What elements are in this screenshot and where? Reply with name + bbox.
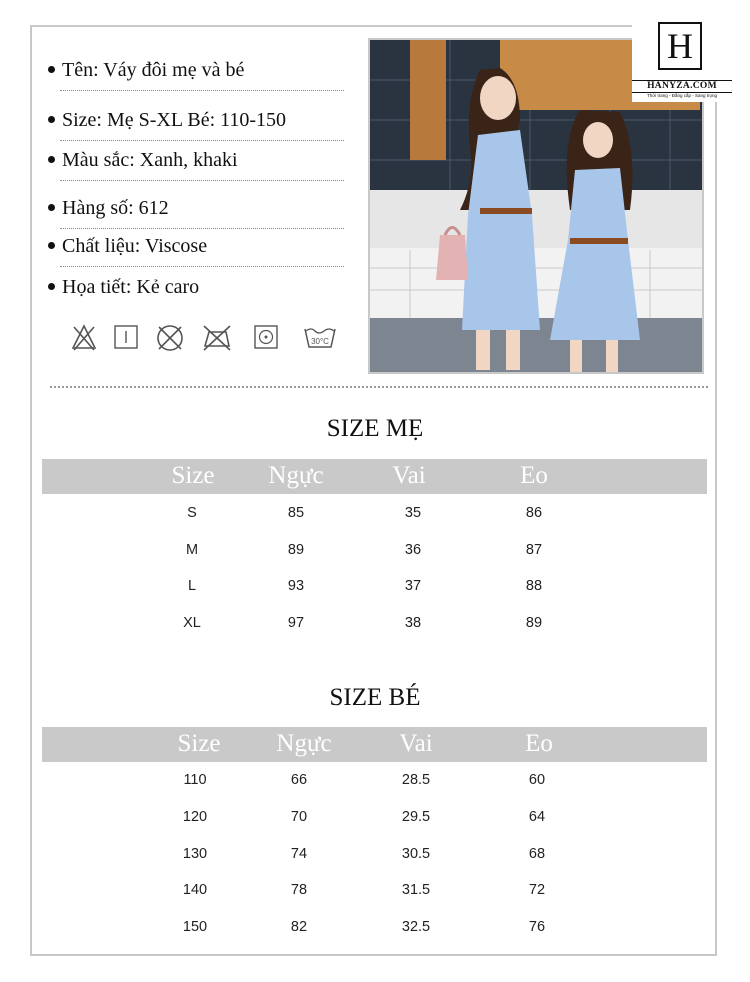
cell-shoulder: 37: [404, 578, 422, 594]
cell-size: 150: [182, 919, 208, 935]
child-size-title: SIZE BÉ: [329, 684, 421, 711]
wash-temp-label: 30°C: [311, 337, 329, 346]
cell-size: 120: [182, 809, 208, 825]
header-shoulder: Vai: [392, 462, 426, 489]
cell-chest: 85: [287, 505, 305, 521]
cell-chest: 74: [290, 846, 308, 862]
cell-chest: 82: [290, 919, 308, 935]
cell-shoulder: 32.5: [401, 919, 431, 935]
cell-chest: 97: [287, 615, 305, 631]
cell-chest: 66: [290, 772, 308, 788]
cell-chest: 89: [287, 542, 305, 558]
cell-shoulder: 31.5: [401, 882, 431, 898]
cell-chest: 93: [287, 578, 305, 594]
cell-size: 140: [182, 882, 208, 898]
cell-waist: 87: [525, 542, 543, 558]
cell-shoulder: 29.5: [401, 809, 431, 825]
spec-label: Tên: Váy đôi mẹ và bé: [62, 59, 245, 81]
cell-waist: 86: [525, 505, 543, 521]
cell-shoulder: 30.5: [401, 846, 431, 862]
header-size: Size: [171, 462, 215, 489]
spec-pattern: [48, 275, 344, 299]
bullet: [48, 156, 55, 163]
cell-shoulder: 36: [404, 542, 422, 558]
header-chest: Ngực: [268, 462, 324, 489]
cell-waist: 72: [528, 882, 546, 898]
do-not-iron-icon: [200, 322, 234, 352]
header-size: Size: [177, 730, 221, 757]
hanyza-logo: [632, 22, 732, 102]
header-chest: Ngực: [276, 730, 332, 757]
cell-waist: 76: [528, 919, 546, 935]
cell-size: 110: [183, 772, 207, 788]
header-waist: Eo: [525, 730, 553, 757]
cell-size: 130: [182, 846, 208, 862]
cell-waist: 88: [525, 578, 543, 594]
spec-label: Họa tiết: Kẻ caro: [62, 276, 200, 298]
spec-label: Màu sắc: Xanh, khaki: [62, 149, 238, 171]
logo-mark: H: [658, 22, 702, 70]
cell-shoulder: 35: [404, 505, 422, 521]
cell-waist: 68: [528, 846, 546, 862]
spec-color: [48, 148, 344, 172]
spec-size: [48, 108, 344, 132]
spec-label: Chất liệu: Viscose: [62, 235, 208, 257]
spec-name: [48, 58, 344, 82]
cell-size: S: [187, 505, 197, 521]
bullet: [48, 116, 55, 123]
header-shoulder: Vai: [399, 730, 433, 757]
cell-waist: 60: [528, 772, 546, 788]
bullet: [48, 283, 55, 290]
spec-label: Size: Mẹ S-XL Bé: 110-150: [62, 109, 287, 131]
logo-name: HANYZA.COM: [632, 80, 732, 93]
bullet: [48, 66, 55, 73]
child-table-header: [42, 727, 707, 762]
wash-30c-icon: [302, 322, 338, 352]
cell-chest: 70: [290, 809, 308, 825]
tumble-dry-icon: [112, 322, 140, 352]
mother-size-title: SIZE MẸ: [326, 415, 424, 442]
cell-waist: 89: [525, 615, 543, 631]
do-not-dryclean-icon: [154, 322, 186, 354]
no-bleach-icon: [70, 322, 98, 352]
cell-chest: 78: [290, 882, 308, 898]
cell-waist: 64: [528, 809, 546, 825]
cell-shoulder: 28.5: [401, 772, 431, 788]
dry-icon: [252, 322, 280, 352]
logo-tagline: Thời trang - Đẳng cấp - Sang trọng: [647, 93, 717, 98]
spec-material: [48, 234, 344, 258]
mother-table-header: [42, 459, 707, 494]
bullet: [48, 204, 55, 211]
cell-size: XL: [183, 615, 201, 631]
spec-item-number: [48, 196, 344, 220]
cell-size: L: [187, 578, 197, 594]
cell-shoulder: 38: [404, 615, 422, 631]
bullet: [48, 242, 55, 249]
spec-label: Hàng số: 612: [62, 197, 169, 219]
cell-size: M: [185, 542, 199, 558]
section-divider: [50, 386, 708, 388]
care-instructions: [66, 322, 346, 358]
header-waist: Eo: [520, 462, 548, 489]
